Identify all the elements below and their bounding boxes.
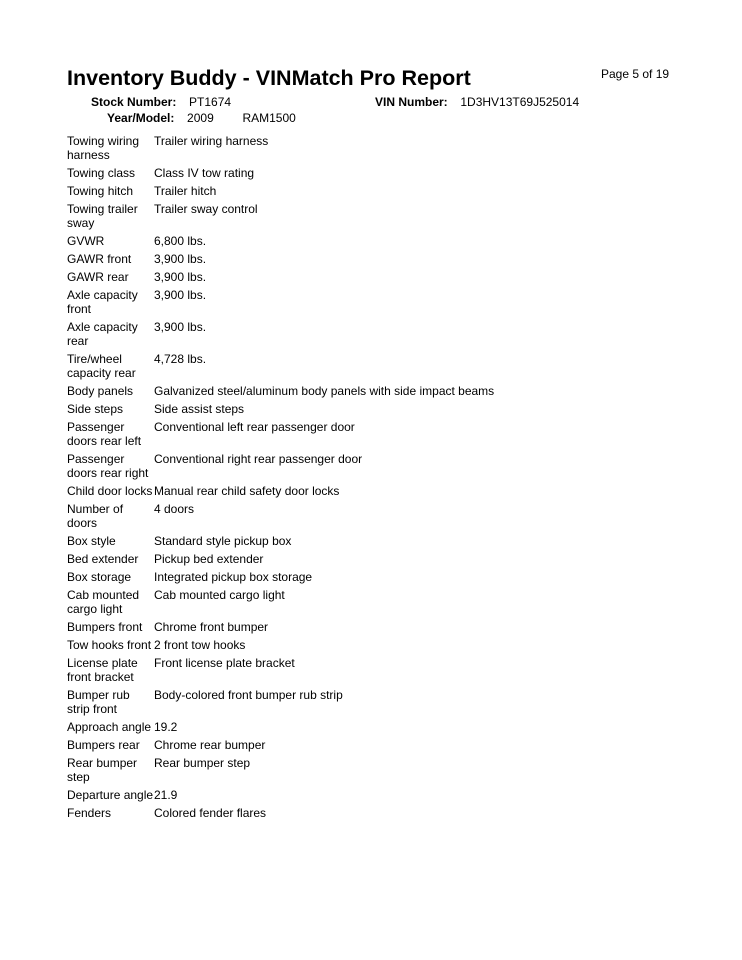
spec-label: GAWR rear <box>67 270 129 284</box>
year-model <box>107 111 296 125</box>
spec-value: 2 front tow hooks <box>154 638 246 652</box>
spec-row <box>67 756 707 784</box>
year-model-label: Year/Model: <box>107 111 175 125</box>
spec-label: Body panels <box>67 384 134 398</box>
spec-value: Pickup bed extender <box>154 552 264 566</box>
spec-row <box>67 270 707 284</box>
report-title: Inventory Buddy - VINMatch Pro Report <box>67 66 471 90</box>
spec-value: Conventional left rear passenger door <box>154 420 355 434</box>
spec-label: Bumper rub strip front <box>67 688 130 716</box>
spec-value: Cab mounted cargo light <box>154 588 285 602</box>
spec-label: GVWR <box>67 234 105 248</box>
spec-value: Side assist steps <box>154 402 245 416</box>
spec-row <box>67 288 707 316</box>
spec-label: Bumpers rear <box>67 738 140 752</box>
spec-value: 4,728 lbs. <box>154 352 207 366</box>
spec-value: 19.2 <box>154 720 178 734</box>
spec-value: Standard style pickup box <box>154 534 292 548</box>
spec-label: Passenger doors rear left <box>67 420 142 448</box>
stock-number-label: Stock Number: <box>91 95 177 109</box>
vin-number-value: 1D3HV13T69J525014 <box>460 95 580 109</box>
spec-row <box>67 134 707 162</box>
spec-row <box>67 202 707 230</box>
spec-value: 21.9 <box>154 788 178 802</box>
spec-value: Manual rear child safety door locks <box>154 484 340 498</box>
model-value: RAM1500 <box>242 111 296 125</box>
spec-label: Side steps <box>67 402 124 416</box>
spec-row <box>67 688 707 716</box>
spec-label: Fenders <box>67 806 112 820</box>
spec-row <box>67 484 707 498</box>
spec-value: Chrome front bumper <box>154 620 269 634</box>
spec-label: Departure angle <box>67 788 154 802</box>
spec-row <box>67 738 707 752</box>
spec-row <box>67 452 707 480</box>
spec-row <box>67 620 707 634</box>
spec-row <box>67 184 707 198</box>
spec-row <box>67 552 707 566</box>
spec-label: Towing hitch <box>67 184 134 198</box>
spec-label: Axle capacity front <box>67 288 138 316</box>
stock-number-value: PT1674 <box>189 95 232 109</box>
spec-value: Rear bumper step <box>154 756 251 770</box>
spec-value: Trailer wiring harness <box>154 134 269 148</box>
spec-value: 6,800 lbs. <box>154 234 207 248</box>
spec-value: 3,900 lbs. <box>154 288 207 302</box>
spec-label: Towing class <box>67 166 136 180</box>
spec-row <box>67 352 707 380</box>
spec-label: Towing wiring harness <box>67 134 140 162</box>
spec-label: Cab mounted cargo light <box>67 588 140 616</box>
spec-row <box>67 384 707 398</box>
spec-label: Box storage <box>67 570 132 584</box>
vin-number <box>375 95 579 109</box>
spec-label: Number of doors <box>67 502 124 530</box>
spec-value: Conventional right rear passenger door <box>154 452 363 466</box>
spec-row <box>67 402 707 416</box>
spec-label: License plate front bracket <box>67 656 138 684</box>
vin-number-label: VIN Number: <box>375 95 448 109</box>
spec-label: GAWR front <box>67 252 132 266</box>
spec-row <box>67 656 707 684</box>
spec-value: Chrome rear bumper <box>154 738 266 752</box>
spec-value: Galvanized steel/aluminum body panels with side impact beams <box>154 384 495 398</box>
spec-label: Child door locks <box>67 484 153 498</box>
stock-number <box>91 95 231 109</box>
spec-row <box>67 166 707 180</box>
spec-row <box>67 638 707 652</box>
spec-row <box>67 788 707 802</box>
spec-value: 4 doors <box>154 502 195 516</box>
spec-label: Rear bumper step <box>67 756 138 784</box>
spec-row <box>67 534 707 548</box>
spec-row <box>67 570 707 584</box>
spec-value: Class IV tow rating <box>154 166 255 180</box>
spec-label: Axle capacity rear <box>67 320 138 348</box>
spec-row <box>67 806 707 820</box>
spec-row <box>67 320 707 348</box>
year-value: 2009 <box>187 111 214 125</box>
spec-value: 3,900 lbs. <box>154 270 207 284</box>
spec-row <box>67 588 707 616</box>
spec-value: 3,900 lbs. <box>154 320 207 334</box>
spec-row <box>67 420 707 448</box>
spec-label: Bumpers front <box>67 620 143 634</box>
spec-label: Tire/wheel capacity rear <box>67 352 136 380</box>
spec-label: Towing trailer sway <box>67 202 138 230</box>
spec-row <box>67 252 707 266</box>
spec-list <box>67 134 707 824</box>
spec-label: Tow hooks front <box>67 638 152 652</box>
spec-row <box>67 502 707 530</box>
spec-value: Trailer sway control <box>154 202 258 216</box>
spec-label: Approach angle <box>67 720 152 734</box>
spec-value: Body-colored front bumper rub strip <box>154 688 343 702</box>
spec-row <box>67 234 707 248</box>
spec-value: 3,900 lbs. <box>154 252 207 266</box>
spec-label: Box style <box>67 534 116 548</box>
spec-value: Front license plate bracket <box>154 656 295 670</box>
page-number: Page 5 of 19 <box>601 67 670 81</box>
spec-row <box>67 720 707 734</box>
spec-value: Colored fender flares <box>154 806 267 820</box>
spec-label: Bed extender <box>67 552 139 566</box>
spec-label: Passenger doors rear right <box>67 452 149 480</box>
spec-value: Integrated pickup box storage <box>154 570 313 584</box>
spec-value: Trailer hitch <box>154 184 217 198</box>
